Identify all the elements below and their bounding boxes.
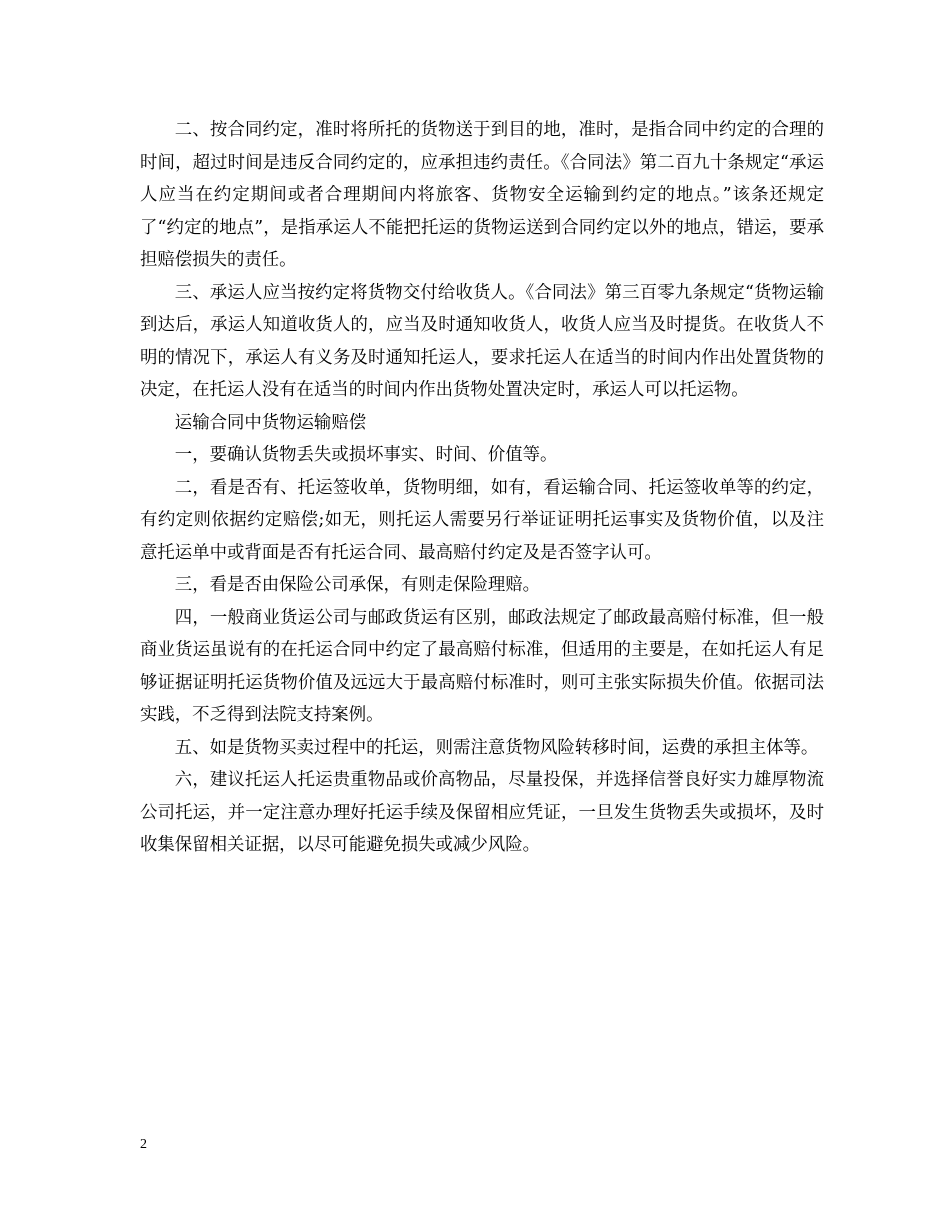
document-body — [140, 114, 824, 862]
paragraph-deliver-to-consignee: 三、承运人应当按约定将货物交付给收货人。《合同法》第三百零九条规定“货物运输到达后，承运人知道收货人的，应当及时通知收货人，收货人应当及时提货。在收货人不明的情况下，承运人有义务及时通知托运人，要求托运人在适当的时间内作出处置货物的决定，在托运人没有在适当的时间内作出货物处置决定时，承运人可以托运物。 — [140, 282, 824, 400]
paragraph-point-one: 一，要确认货物丢失或损坏事实、时间、价值等。 — [174, 445, 558, 465]
section-heading-compensation: 运输合同中货物运输赔偿 — [174, 412, 367, 433]
paragraph-point-five: 五、如是货物买卖过程中的托运，则需注意货物风险转移时间，运费的承担主体等。 — [174, 737, 819, 758]
paragraph-point-four: 四，一般商业货运公司与邮政货运有区别，邮政法规定了邮政最高赔付标准，但一般商业货运虽说有的在托运合同中约定了最高赔付标准，但适用的主要是，在如托运人有足够证据证明托运货物价值及远远大于最高赔付标准时，则可主张实际损失价值。依据司法实践，不乏得到法院支持案例。 — [140, 607, 824, 725]
paragraph-point-three: 三，看是否由保险公司承保，有则走保险理赔。 — [174, 575, 541, 595]
page-number: 2 — [140, 1137, 147, 1152]
paragraph-point-six: 六，建议托运人托运贵重物品或价高物品，尽量投保，并选择信誉良好实力雄厚物流公司托运，并一定注意办理好托运手续及保留相应凭证，一旦发生货物丢失或损坏，及时收集保留相关证据，以尽可能避免损失或减少风险。 — [140, 770, 824, 855]
paragraph-point-two: 二，看是否有、托运签收单，货物明细，如有，看运输合同、托运签收单等的约定，有约定则依据约定赔偿;如无，则托运人需要另行举证证明托运事实及货物价值，以及注意托运单中或背面是否有托运合同、最高赔付约定及是否签字认可。 — [140, 477, 824, 563]
paragraph-delivery-on-time: 二、按合同约定，准时将所托的货物送于到目的地，准时，是指合同中约定的合理的时间，超过时间是违反合同约定的，应承担违约责任。《合同法》第二百九十条规定“承运人应当在约定期间或者合理期间内将旅客、货物安全运输到约定的地点。”该条还规定了“约定的地点”，是指承运人不能把托运的货物运送到合同约定以外的地点，错运，要承担赔偿损失的责任。 — [140, 120, 824, 270]
